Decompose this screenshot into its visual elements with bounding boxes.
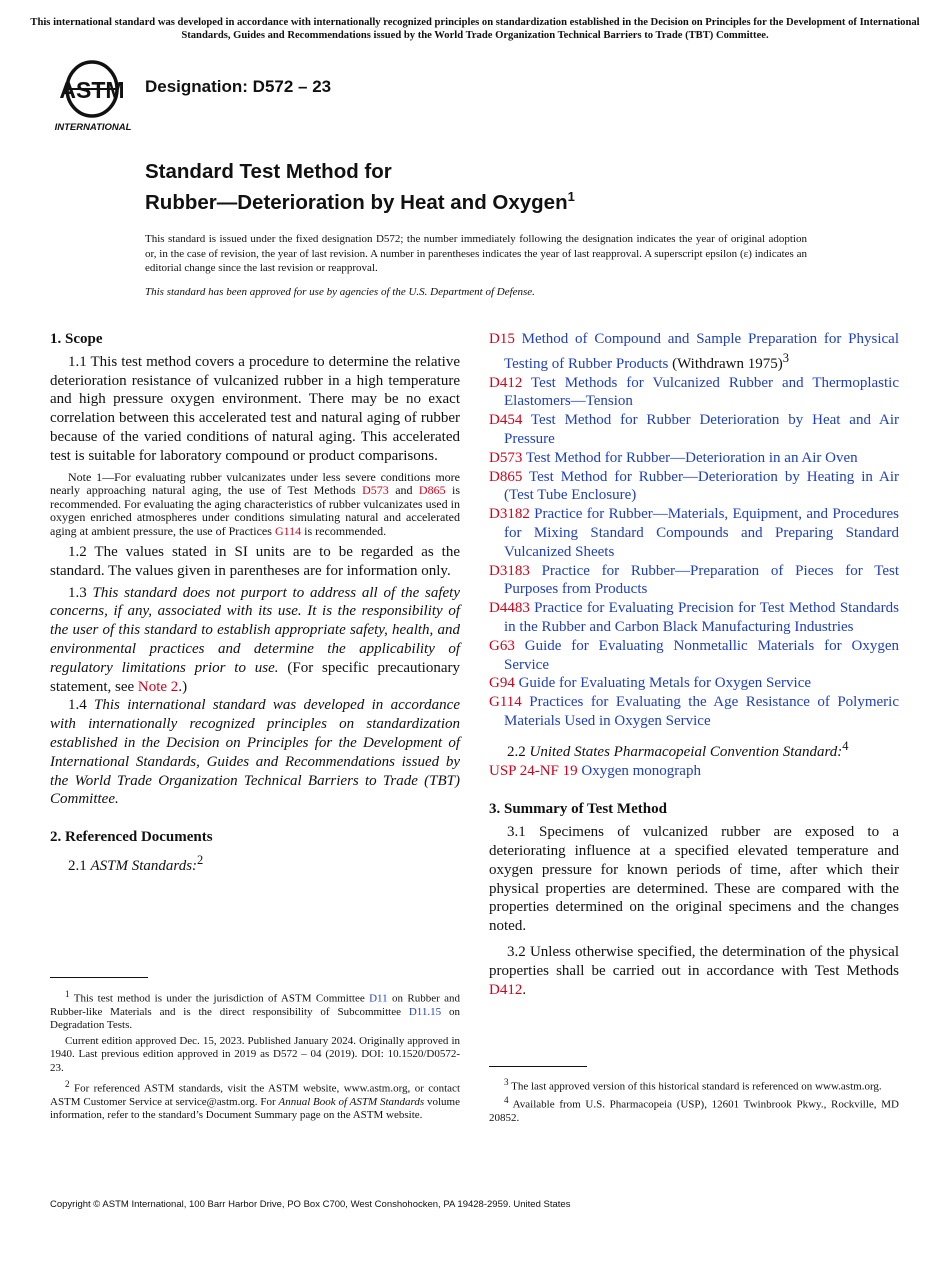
para-3-1: 3.1 Specimens of vulcanized rubber are exposed to a deteriorating influence at a specified elevated temperature and oxygen pressure for known periods of time, after which their physical properties are determined. These are compared with the properties determined on the original specimens and the changes noted.: [489, 824, 899, 935]
section-summary-heading: 3. Summary of Test Method: [489, 801, 667, 818]
referenced-standards-list: [489, 330, 899, 731]
ref-title[interactable]: Test Methods for Vulcanized Rubber and Thermoplastic Elastomers—Tension: [504, 374, 899, 410]
footnote-1: $^1$ This test method is under the jurisdiction of ASTM Committee D11 on Rubber and Rubber-like Materials and is the direct responsibility of Subcommittee D11.15 on Degradation Tests.: [50, 989, 461, 1032]
link-d865[interactable]: D865: [418, 483, 446, 498]
usp-reference[interactable]: USP 24-NF 19 Oxygen monograph: [489, 762, 701, 779]
ref-code[interactable]: G114: [489, 694, 522, 711]
footnote-2: $^2$ For referenced ASTM standards, visit the ASTM website, www.astm.org, or contact ASTM Customer Service at service@astm.org. For Annual Book of ASTM Standards volume information, refer to the standard’s Document Summary page on the ASTM website.: [50, 1078, 460, 1121]
link-g114[interactable]: G114: [274, 523, 302, 538]
ref-code[interactable]: D865: [489, 468, 523, 485]
ref-code[interactable]: D4483: [489, 600, 530, 617]
footnote-3: $^3$ The last approved version of this historical standard is referenced on www.astm.org.: [504, 1077, 882, 1093]
ref-item-g94[interactable]: [489, 674, 899, 693]
note-1: Note 1—For evaluating rubber vulcanizates under less severe conditions more nearly approaching natural aging, the use of Test Methods D573 and D865 is recommended. For evaluating the aging characteristics of rubber vulcanizates used in oxygen enriched atmospheres under conditions simulating natural and accelerated aging at ambient pressure, the use of Practices G114 is recommended.: [50, 469, 460, 538]
ref-item-d15[interactable]: [489, 330, 899, 374]
ref-item-g63[interactable]: [489, 637, 899, 675]
ref-code[interactable]: D412: [489, 374, 523, 391]
footnote-4: $^4$ Available from U.S. Pharmacopeia (USP), 12601 Twinbrook Pkwy., Rockville, MD 20852.: [489, 1094, 899, 1124]
copyright-footer: Copyright © ASTM International, 100 Barr Harbor Drive, PO Box C700, West Conshohocken, PA 19428-2959. United States: [50, 1199, 571, 1210]
ref-title[interactable]: Guide for Evaluating Nonmetallic Materials for Oxygen Service: [504, 637, 899, 673]
para-1-2: 1.2 The values stated in SI units are to be regarded as the standard. The values given in parentheses are for information only.: [50, 544, 460, 579]
ref-title[interactable]: Method of Compound and Sample Preparation for Physical Testing of Rubber Products: [504, 331, 899, 372]
ref-title[interactable]: Practice for Rubber—Preparation of Pieces for Test Purposes from Products: [504, 562, 899, 598]
ref-item-d4483[interactable]: [489, 599, 899, 637]
astm-logo: [52, 58, 136, 134]
link-d11[interactable]: D11: [369, 992, 388, 1005]
section-refdocs-heading: 2. Referenced Documents: [50, 829, 213, 846]
ref-title[interactable]: Practices for Evaluating the Age Resistance of Polymeric Materials Used in Oxygen Service: [504, 694, 899, 729]
ref-code[interactable]: D573: [489, 449, 523, 466]
para-1-3: 1.3 This standard does not purport to address all of the safety concerns, if any, associated with its use. It is the responsibility of the user of this standard to establish appropriate safety, health, and environmental practices and determine the applicability of regulatory limitations prior to use. (For specific precautionary statement, see Note 2.): [50, 584, 461, 695]
ref-title[interactable]: Test Method for Rubber—Deterioration in an Air Oven: [522, 449, 858, 466]
ref-item-d454[interactable]: [489, 411, 899, 449]
para-3-2: 3.2 Unless otherwise specified, the determination of the physical properties shall be carried out in accordance with Test Methods D412.: [489, 943, 899, 998]
ref-item-d3183[interactable]: [489, 562, 899, 600]
ref-code[interactable]: D15: [489, 331, 515, 347]
right-column: [489, 330, 899, 999]
designation: Designation: D572 – 23: [145, 77, 332, 96]
title-line-2: Rubber—Deterioration by Heat and Oxygen$^1$: [145, 189, 575, 214]
link-d412-summary[interactable]: D412: [489, 981, 523, 998]
left-column: [50, 330, 460, 876]
title-footnote-ref[interactable]: 1: [567, 189, 575, 204]
ref-item-g114[interactable]: [489, 693, 899, 731]
ref-item-d865[interactable]: [489, 468, 899, 506]
ref-title[interactable]: Practice for Evaluating Precision for Test Method Standards in the Rubber and Carbon Black Manufacturing Industries: [504, 600, 899, 635]
ref-code[interactable]: D454: [489, 412, 523, 429]
document-title: [145, 159, 575, 215]
title-line-1: Standard Test Method for: [145, 160, 392, 183]
dod-approval: This standard has been approved for use by agencies of the U.S. Department of Defense.: [145, 286, 535, 298]
para-1-1: 1.1 This test method covers a procedure to determine the relative deterioration resistance of vulcanized rubber in a high temperature and high pressure oxygen environment. There may be no exact correlation between this accelerated test and natural aging of rubber because of the varied conditions of natural aging. This accelerated test is suitable for laboratory compound or product comparisons.: [50, 353, 460, 464]
top-notice: This international standard was developed in accordance with internationally recognized principles on standardization established in the Decision on Principles for the Development of International Standards, Guides and Recommendations issued by the World Trade Organization Technical Barriers to Trade (TBT) Committee.: [30, 17, 920, 41]
link-d11-15[interactable]: D11.15: [408, 1005, 442, 1018]
link-note-2[interactable]: Note 2: [137, 678, 179, 695]
ref-title[interactable]: Guide for Evaluating Metals for Oxygen Service: [514, 675, 812, 692]
ref-item-d573[interactable]: [489, 449, 899, 468]
ref-code[interactable]: D3182: [489, 506, 530, 523]
para-1-4: 1.4 This international standard was developed in accordance with internationally recognized principles on standardization established in the Decision on Principles for the Development of International Standards, Guides and Recommendations issued by the World Trade Organization Technical Barriers to Trade (TBT) Committee.: [50, 697, 460, 808]
ref-title[interactable]: Test Method for Rubber—Deterioration by Heating in Air (Test Tube Enclosure): [504, 468, 899, 504]
ref-title[interactable]: Test Method for Rubber Deterioration by Heat and Air Pressure: [504, 412, 899, 447]
link-d573[interactable]: D573: [362, 483, 389, 498]
ref-item-d412[interactable]: [489, 374, 899, 412]
logo-international-text: INTERNATIONAL: [54, 122, 132, 133]
ref-code[interactable]: G94: [489, 675, 515, 692]
para-2-1: 2.1 ASTM Standards:$^2$: [68, 853, 204, 875]
ref-title[interactable]: Practice for Rubber—Materials, Equipment, and Procedures for Mixing Standard Compounds and Preparing Standard Vulcanized Sheets: [504, 506, 899, 560]
ref-item-d3182[interactable]: [489, 505, 899, 561]
para-2-2: 2.2 United States Pharmacopeial Convention Standard:$^4$: [507, 738, 849, 760]
ref-withdrawn: (Withdrawn 1975): [668, 355, 783, 372]
footnotes-right: [489, 1076, 899, 1125]
footnote-rule-left: [50, 977, 148, 978]
ref-footnote-mark[interactable]: 3: [782, 350, 789, 365]
intro-paragraph: This standard is issued under the fixed designation D572; the number immediately following the designation indicates the year of original adoption or, in the case of revision, the year of last revision. A number in parentheses indicates the year of last reapproval. A superscript epsilon (ε) indicates an editorial change since the last revision or reapproval.: [145, 233, 807, 274]
footnotes-left: [50, 988, 460, 1122]
ref-code[interactable]: D3183: [489, 562, 530, 579]
footnote-1-edition: Current edition approved Dec. 15, 2023. Published January 2024. Originally approved in 1940. Last previous edition approved in 2019 as D572 – 04 (2019). DOI: 10.1520/D0572-23.: [50, 1035, 460, 1074]
ref-code[interactable]: G63: [489, 637, 515, 654]
section-scope-heading: 1. Scope: [50, 331, 103, 347]
footnote-rule-right: [489, 1066, 587, 1067]
logo-letters: ASTM: [59, 77, 125, 103]
